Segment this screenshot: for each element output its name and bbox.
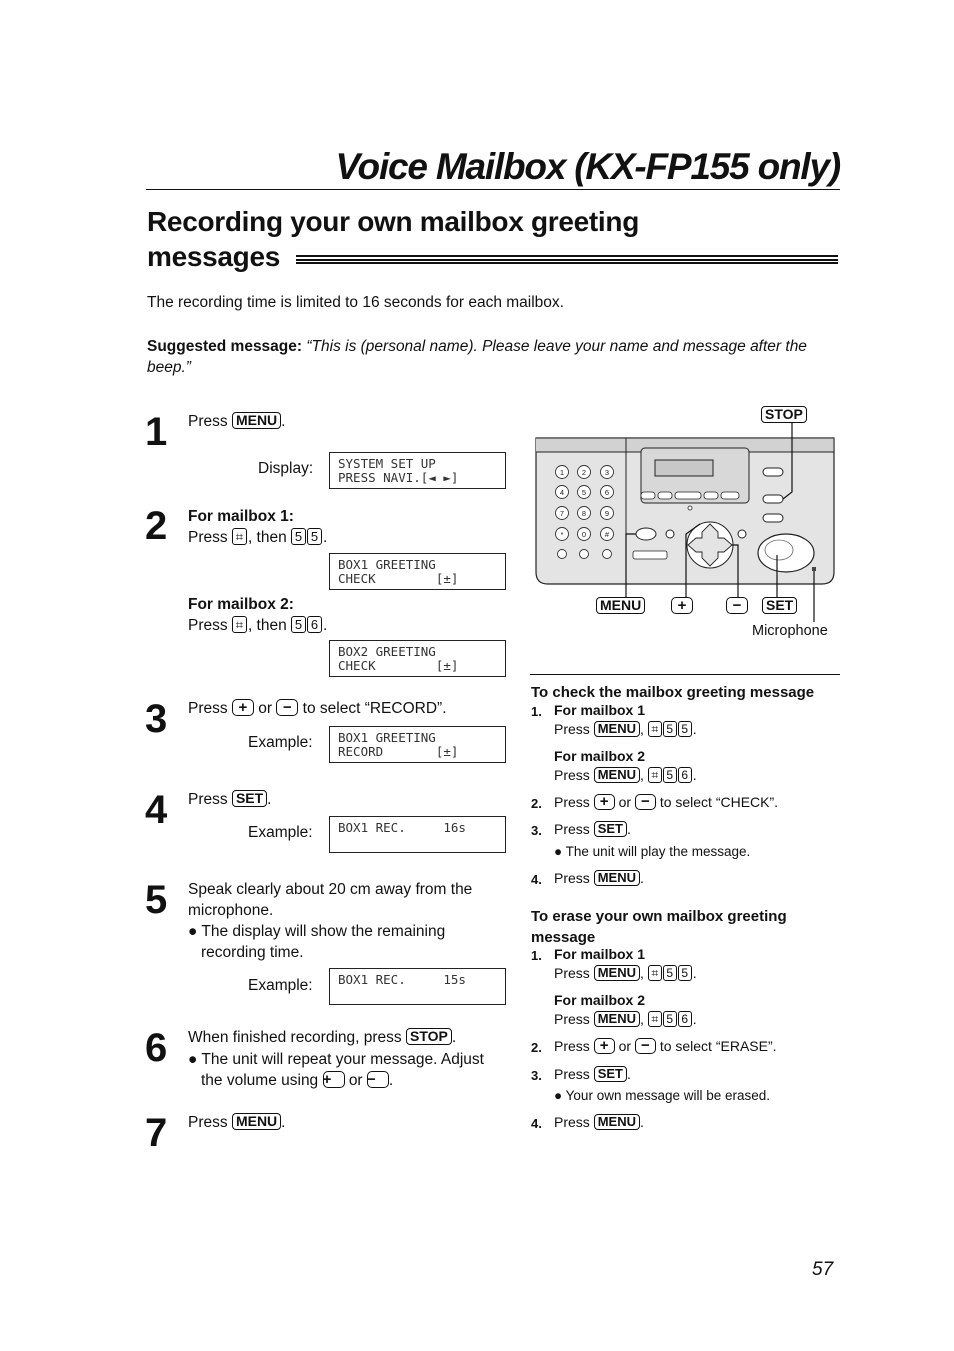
digit-5-key: 5 [678, 721, 692, 737]
step-1-display-label: Display: [258, 460, 314, 477]
menu-key: MENU [232, 412, 281, 429]
digit-6-key: 6 [678, 1011, 692, 1027]
erase-step-4-number: 4. [531, 1116, 542, 1131]
check-step-1-mailbox2: For mailbox 2 Press MENU , ⌗ 5 6 . [554, 748, 697, 783]
step-5-bullet: ● The display will show the remaining recording time. [188, 923, 446, 961]
suggested-text: “This is (personal name). Please leave your name and message after the beep.” [147, 338, 807, 376]
set-key: SET [232, 790, 267, 807]
erase-step-3-bullet: ● Your own message will be erased. [554, 1088, 771, 1103]
section-title-line2: messages [147, 241, 281, 272]
menu-key: MENU [594, 1114, 640, 1130]
step-6-text: When finished recording, press STOP . [188, 1028, 457, 1046]
suggested-message [147, 336, 841, 378]
menu-key: MENU [594, 965, 640, 981]
fax-label-plus [671, 597, 693, 615]
step-4-text: Press SET . [188, 790, 272, 808]
erase-step-3-number: 3. [531, 1068, 542, 1083]
digit-5-key: 5 [307, 528, 322, 545]
page-number: 57 [812, 1259, 834, 1280]
svg-text:6: 6 [604, 488, 610, 497]
step-5-number: 5 [145, 878, 167, 922]
erase-section-title: To erase your own mailbox greeting message [531, 908, 787, 946]
svg-text:7: 7 [559, 509, 565, 518]
digit-5-key: 5 [291, 616, 306, 633]
plus-key: + [671, 597, 693, 614]
step-2-lcd-mailbox1: BOX1 GREETING CHECK [±] [329, 553, 506, 590]
step-3-example-label: Example: [248, 734, 313, 751]
check-section-title: To check the mailbox greeting message [531, 684, 815, 701]
step-6-number: 6 [145, 1026, 167, 1070]
fax-label-microphone: Microphone [752, 623, 828, 639]
step-5-example-label: Example: [248, 977, 313, 994]
step-3-text: Press + or − to select “RECORD”. [188, 699, 447, 717]
svg-text:0: 0 [581, 530, 587, 539]
hash-key: ⌗ [648, 767, 662, 783]
right-column-rule [530, 674, 840, 675]
digit-5-key: 5 [663, 965, 677, 981]
svg-text:2: 2 [581, 468, 587, 477]
intro-text: The recording time is limited to 16 seconds for each mailbox. [147, 294, 564, 311]
digit-6-key: 6 [307, 616, 322, 633]
step-2-mailbox1: For mailbox 1: Press ⌗ , then 5 5 . [188, 508, 328, 546]
plus-key: + [594, 794, 615, 810]
fax-label-minus [726, 597, 748, 615]
svg-text:4: 4 [559, 488, 565, 497]
erase-step-4: Press MENU . [554, 1114, 644, 1130]
hash-key: ⌗ [648, 1011, 662, 1027]
stop-key: STOP [406, 1028, 452, 1045]
check-step-2-number: 2. [531, 796, 542, 811]
step-4-number: 4 [145, 788, 167, 832]
menu-key: MENU [594, 1011, 640, 1027]
check-step-2: Press + or − to select “CHECK”. [554, 793, 779, 810]
svg-text:5: 5 [581, 488, 587, 497]
menu-key: MENU [596, 597, 645, 614]
digit-5-key: 5 [663, 1011, 677, 1027]
svg-text:9: 9 [604, 509, 610, 518]
set-key: SET [594, 1066, 627, 1082]
hash-key: ⌗ [232, 616, 247, 633]
step-4-lcd: BOX1 REC. 16s [329, 816, 506, 853]
plus-key: + [594, 1038, 615, 1054]
step-1-lcd: SYSTEM SET UP PRESS NAVI.[◄ ►] [329, 452, 506, 489]
erase-step-2-number: 2. [531, 1040, 542, 1055]
svg-text:#: # [604, 530, 610, 539]
digit-5-key: 5 [678, 965, 692, 981]
menu-key: MENU [594, 721, 640, 737]
step-7-number: 7 [145, 1111, 167, 1155]
svg-text:1: 1 [559, 468, 565, 477]
digit-5-key: 5 [291, 528, 306, 545]
plus-key: + [323, 1071, 345, 1088]
section-title-line1: Recording your own mailbox greeting [147, 206, 639, 237]
set-key: SET [594, 821, 627, 837]
digit-5-key: 5 [663, 767, 677, 783]
check-step-4: Press MENU . [554, 870, 644, 886]
chapter-title: Voice Mailbox (KX-FP155 only) [335, 146, 840, 187]
minus-key: − [726, 597, 748, 614]
fax-label-stop [761, 406, 807, 424]
menu-key: MENU [594, 767, 640, 783]
chapter-rule [146, 189, 840, 190]
suggested-label: Suggested message: [147, 338, 303, 355]
plus-key: + [232, 699, 254, 716]
step-5-text: Speak clearly about 20 cm away from the microphone. [188, 881, 473, 919]
minus-key: − [635, 1038, 656, 1054]
erase-step-3: Press SET . [554, 1066, 631, 1082]
step-1-text: Press MENU . [188, 412, 286, 430]
section-rule [296, 255, 838, 264]
check-step-3-number: 3. [531, 823, 542, 838]
menu-key: MENU [232, 1113, 281, 1130]
set-key: SET [762, 597, 797, 614]
stop-key: STOP [761, 406, 807, 423]
step-2-number: 2 [145, 504, 167, 548]
step-3-number: 3 [145, 697, 167, 741]
svg-text:8: 8 [581, 509, 587, 518]
erase-step-1: For mailbox 1 Press MENU , ⌗ 5 5 . [554, 946, 697, 981]
svg-text:*: * [560, 530, 564, 539]
hash-key: ⌗ [648, 965, 662, 981]
step-3-lcd: BOX1 GREETING RECORD [±] [329, 726, 506, 763]
check-step-3: Press SET . [554, 821, 631, 837]
minus-key: − [367, 1071, 389, 1088]
svg-text:3: 3 [604, 468, 610, 477]
minus-key: − [635, 794, 656, 810]
check-step-3-bullet: ● The unit will play the message. [554, 844, 751, 859]
check-step-1-number: 1. [531, 704, 542, 719]
step-1-number: 1 [145, 410, 167, 454]
digit-6-key: 6 [678, 767, 692, 783]
fax-label-set [762, 597, 797, 615]
erase-step-1-mailbox2: For mailbox 2 Press MENU , ⌗ 5 6 . [554, 992, 697, 1027]
hash-key: ⌗ [648, 721, 662, 737]
erase-step-1-number: 1. [531, 948, 542, 963]
check-step-4-number: 4. [531, 872, 542, 887]
check-step-1: For mailbox 1 Press MENU , ⌗ 5 5 . [554, 702, 697, 737]
digit-5-key: 5 [663, 721, 677, 737]
step-5-lcd: BOX1 REC. 15s [329, 968, 506, 1005]
step-2-lcd-mailbox2: BOX2 GREETING CHECK [±] [329, 640, 506, 677]
minus-key: − [276, 699, 298, 716]
menu-key: MENU [594, 870, 640, 886]
step-7-text: Press MENU . [188, 1113, 286, 1131]
fax-label-menu [596, 597, 645, 615]
step-2-mailbox2: For mailbox 2: Press ⌗ , then 5 6 . [188, 596, 328, 634]
erase-step-2: Press + or − to select “ERASE”. [554, 1037, 777, 1054]
step-6-bullet: ● The unit will repeat your message. Adjust the volume using + or − . [188, 1051, 484, 1089]
step-4-example-label: Example: [248, 824, 313, 841]
hash-key: ⌗ [232, 528, 247, 545]
